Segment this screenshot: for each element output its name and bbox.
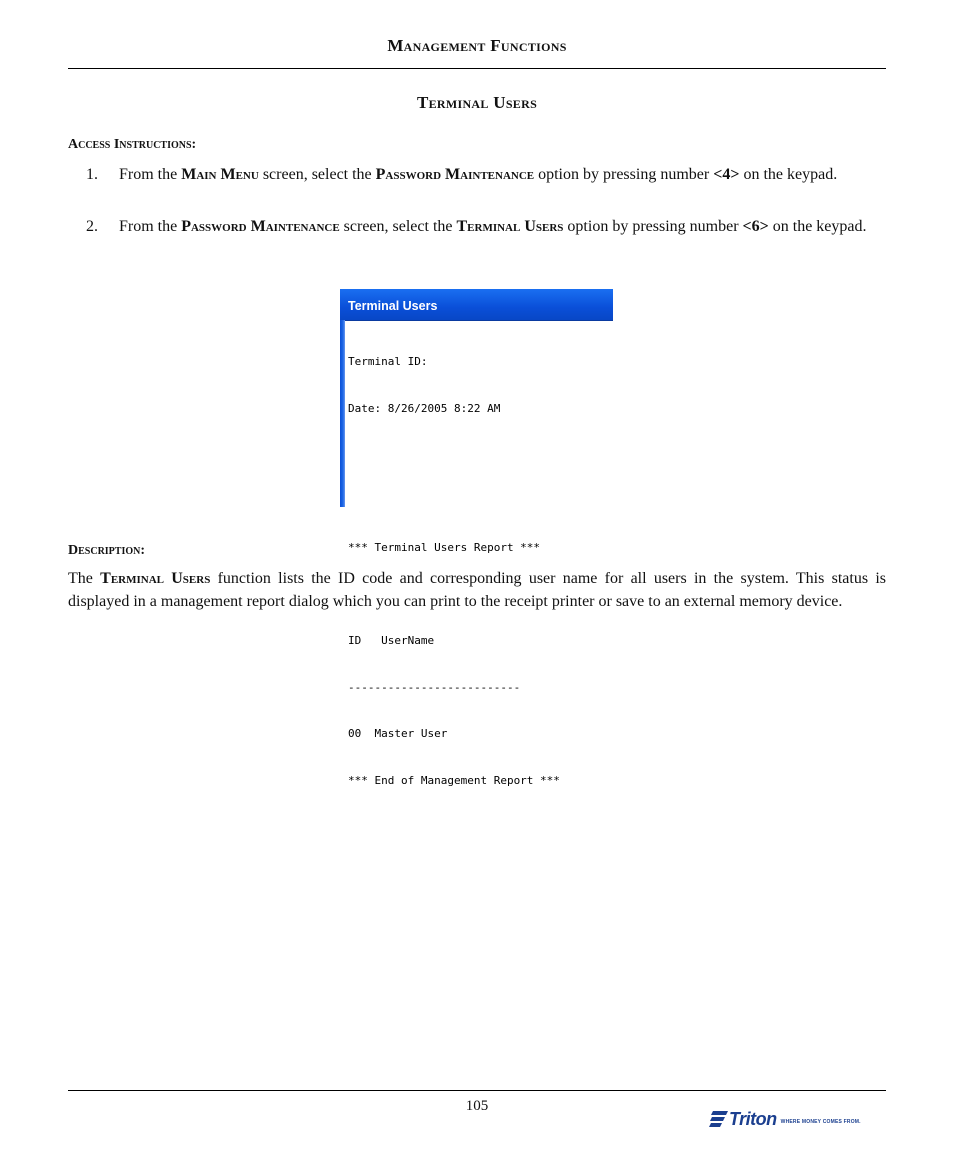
key-4: <4> xyxy=(713,166,740,183)
header-rule xyxy=(68,68,886,69)
term-terminal-users: Terminal Users xyxy=(456,218,564,235)
key-6: <6> xyxy=(742,218,769,235)
running-header: Management Functions xyxy=(387,36,567,55)
window-title: Terminal Users xyxy=(340,289,613,321)
step-text: option by pressing number xyxy=(563,218,743,235)
section-title: Terminal Users xyxy=(416,93,538,112)
term-main-menu: Main Menu xyxy=(181,166,259,183)
description-heading: Description: xyxy=(68,543,146,558)
description-paragraph xyxy=(68,567,886,613)
report-content xyxy=(348,323,613,787)
logo-tagline: WHERE MONEY COMES FROM. xyxy=(780,1119,861,1125)
terminal-users-screenshot xyxy=(340,289,613,787)
term-password-maintenance: Password Maintenance xyxy=(375,166,535,183)
step-text: on the keypad. xyxy=(739,166,838,183)
report-line: ID UserName xyxy=(348,634,435,647)
page-number: 105 xyxy=(465,1098,489,1114)
step-text: From the xyxy=(119,166,182,183)
triton-logo-icon xyxy=(710,1111,728,1127)
window-border xyxy=(340,320,345,507)
report-line: 00 Master User xyxy=(348,727,448,740)
step-text: screen, select the xyxy=(258,166,376,183)
footer-rule xyxy=(68,1090,886,1091)
report-line xyxy=(348,447,613,463)
step-text: screen, select the xyxy=(339,218,457,235)
term-terminal-users: Terminal Users xyxy=(100,570,211,587)
instruction-step-2 xyxy=(68,216,886,238)
step-text: From the xyxy=(119,218,182,235)
instruction-step-1 xyxy=(68,164,886,186)
report-line xyxy=(348,494,613,510)
step-text: option by pressing number xyxy=(534,166,714,183)
step-number: 2. xyxy=(86,218,98,235)
report-line: *** Terminal Users Report *** xyxy=(348,541,541,554)
description-text: function lists the ID code and corresponding user name for all users in the system. This status is displayed in a management report dialog which you can print to the receipt printer or save to an external memory device. xyxy=(68,570,887,610)
report-line: Date: 8/26/2005 8:22 AM xyxy=(348,401,501,415)
report-line: -------------------------- xyxy=(348,680,521,694)
step-text: on the keypad. xyxy=(768,218,867,235)
description-text: The xyxy=(68,570,101,587)
logo-wordmark: Triton xyxy=(729,1108,777,1129)
report-line: *** End of Management Report *** xyxy=(348,773,560,787)
triton-logo xyxy=(710,1108,861,1130)
access-instructions-heading: Access Instructions: xyxy=(68,137,197,152)
term-password-maintenance: Password Maintenance xyxy=(181,218,340,235)
report-line: Terminal ID: xyxy=(348,355,428,368)
step-number: 1. xyxy=(86,166,98,183)
